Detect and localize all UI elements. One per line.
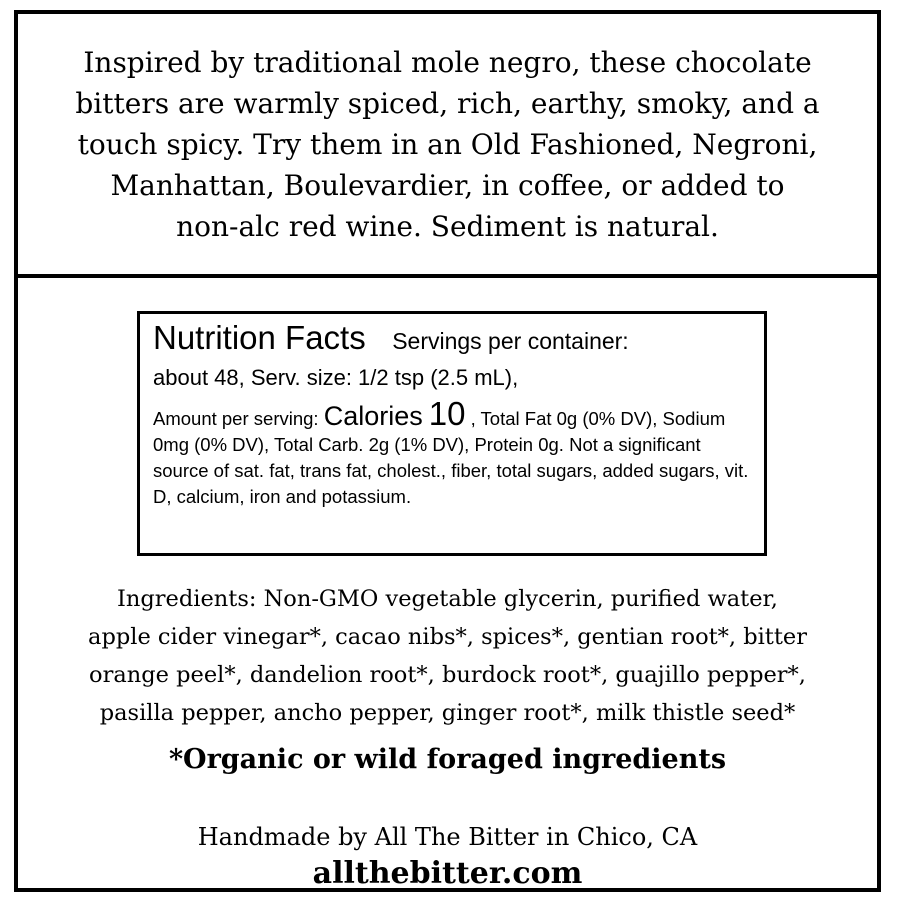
serving-size: Serv. size: 1/2 tsp (2.5 mL), [250,365,519,390]
description-line: non-alc red wine. Sediment is natural. [176,209,719,243]
nutrition-details [153,395,752,510]
ingredients-line: orange peel*, dandelion root*, burdock root*, guajillo pepper*, [89,662,806,688]
description-line: touch spicy. Try them in an Old Fashioned, Negroni, [77,127,818,161]
nutrition-facts-panel [137,311,767,556]
serving-info [153,363,752,393]
servings-label: Servings per container: [392,328,629,354]
description-line: Inspired by traditional mole negro, these chocolate [83,45,812,79]
product-description [38,42,858,247]
calories-value: 10 [428,395,466,432]
description-line: Manhattan, Boulevardier, in coffee, or added to [110,168,785,202]
ingredients-line: pasilla pepper, ancho pepper, ginger root*, milk thistle seed* [99,700,796,726]
label-frame [14,10,881,892]
nutrition-title: Nutrition Facts [153,319,366,356]
servings-value: about 48, [153,365,245,390]
ingredients-section [18,580,877,732]
nutrition-header [153,320,752,363]
maker-line: Handmade by All The Bitter in Chico, CA [197,823,698,851]
description-line: bitters are warmly spiced, rich, earthy, smoky, and a [75,86,820,120]
organic-note: *Organic or wild foraged ingredients [168,744,727,775]
website: allthebitter.com [312,856,583,891]
nutrient-details: , Total Fat 0g (0% DV), Sodium 0mg (0% DV), Total Carb. 2g (1% DV), Protein 0g. Not a significant source of sat. fat, trans fat, cholest., fiber, total sugars, added sugars, vit. D, calcium, iron and potassium. [153,408,749,507]
calories-label: Calories [323,401,423,431]
description-section [18,14,877,278]
ingredients-line: Ingredients: Non-GMO vegetable glycerin, purified water, [117,586,778,612]
amount-label: Amount per serving: [153,408,319,429]
ingredients-line: apple cider vinegar*, cacao nibs*, spices*, gentian root*, bitter [88,624,807,650]
